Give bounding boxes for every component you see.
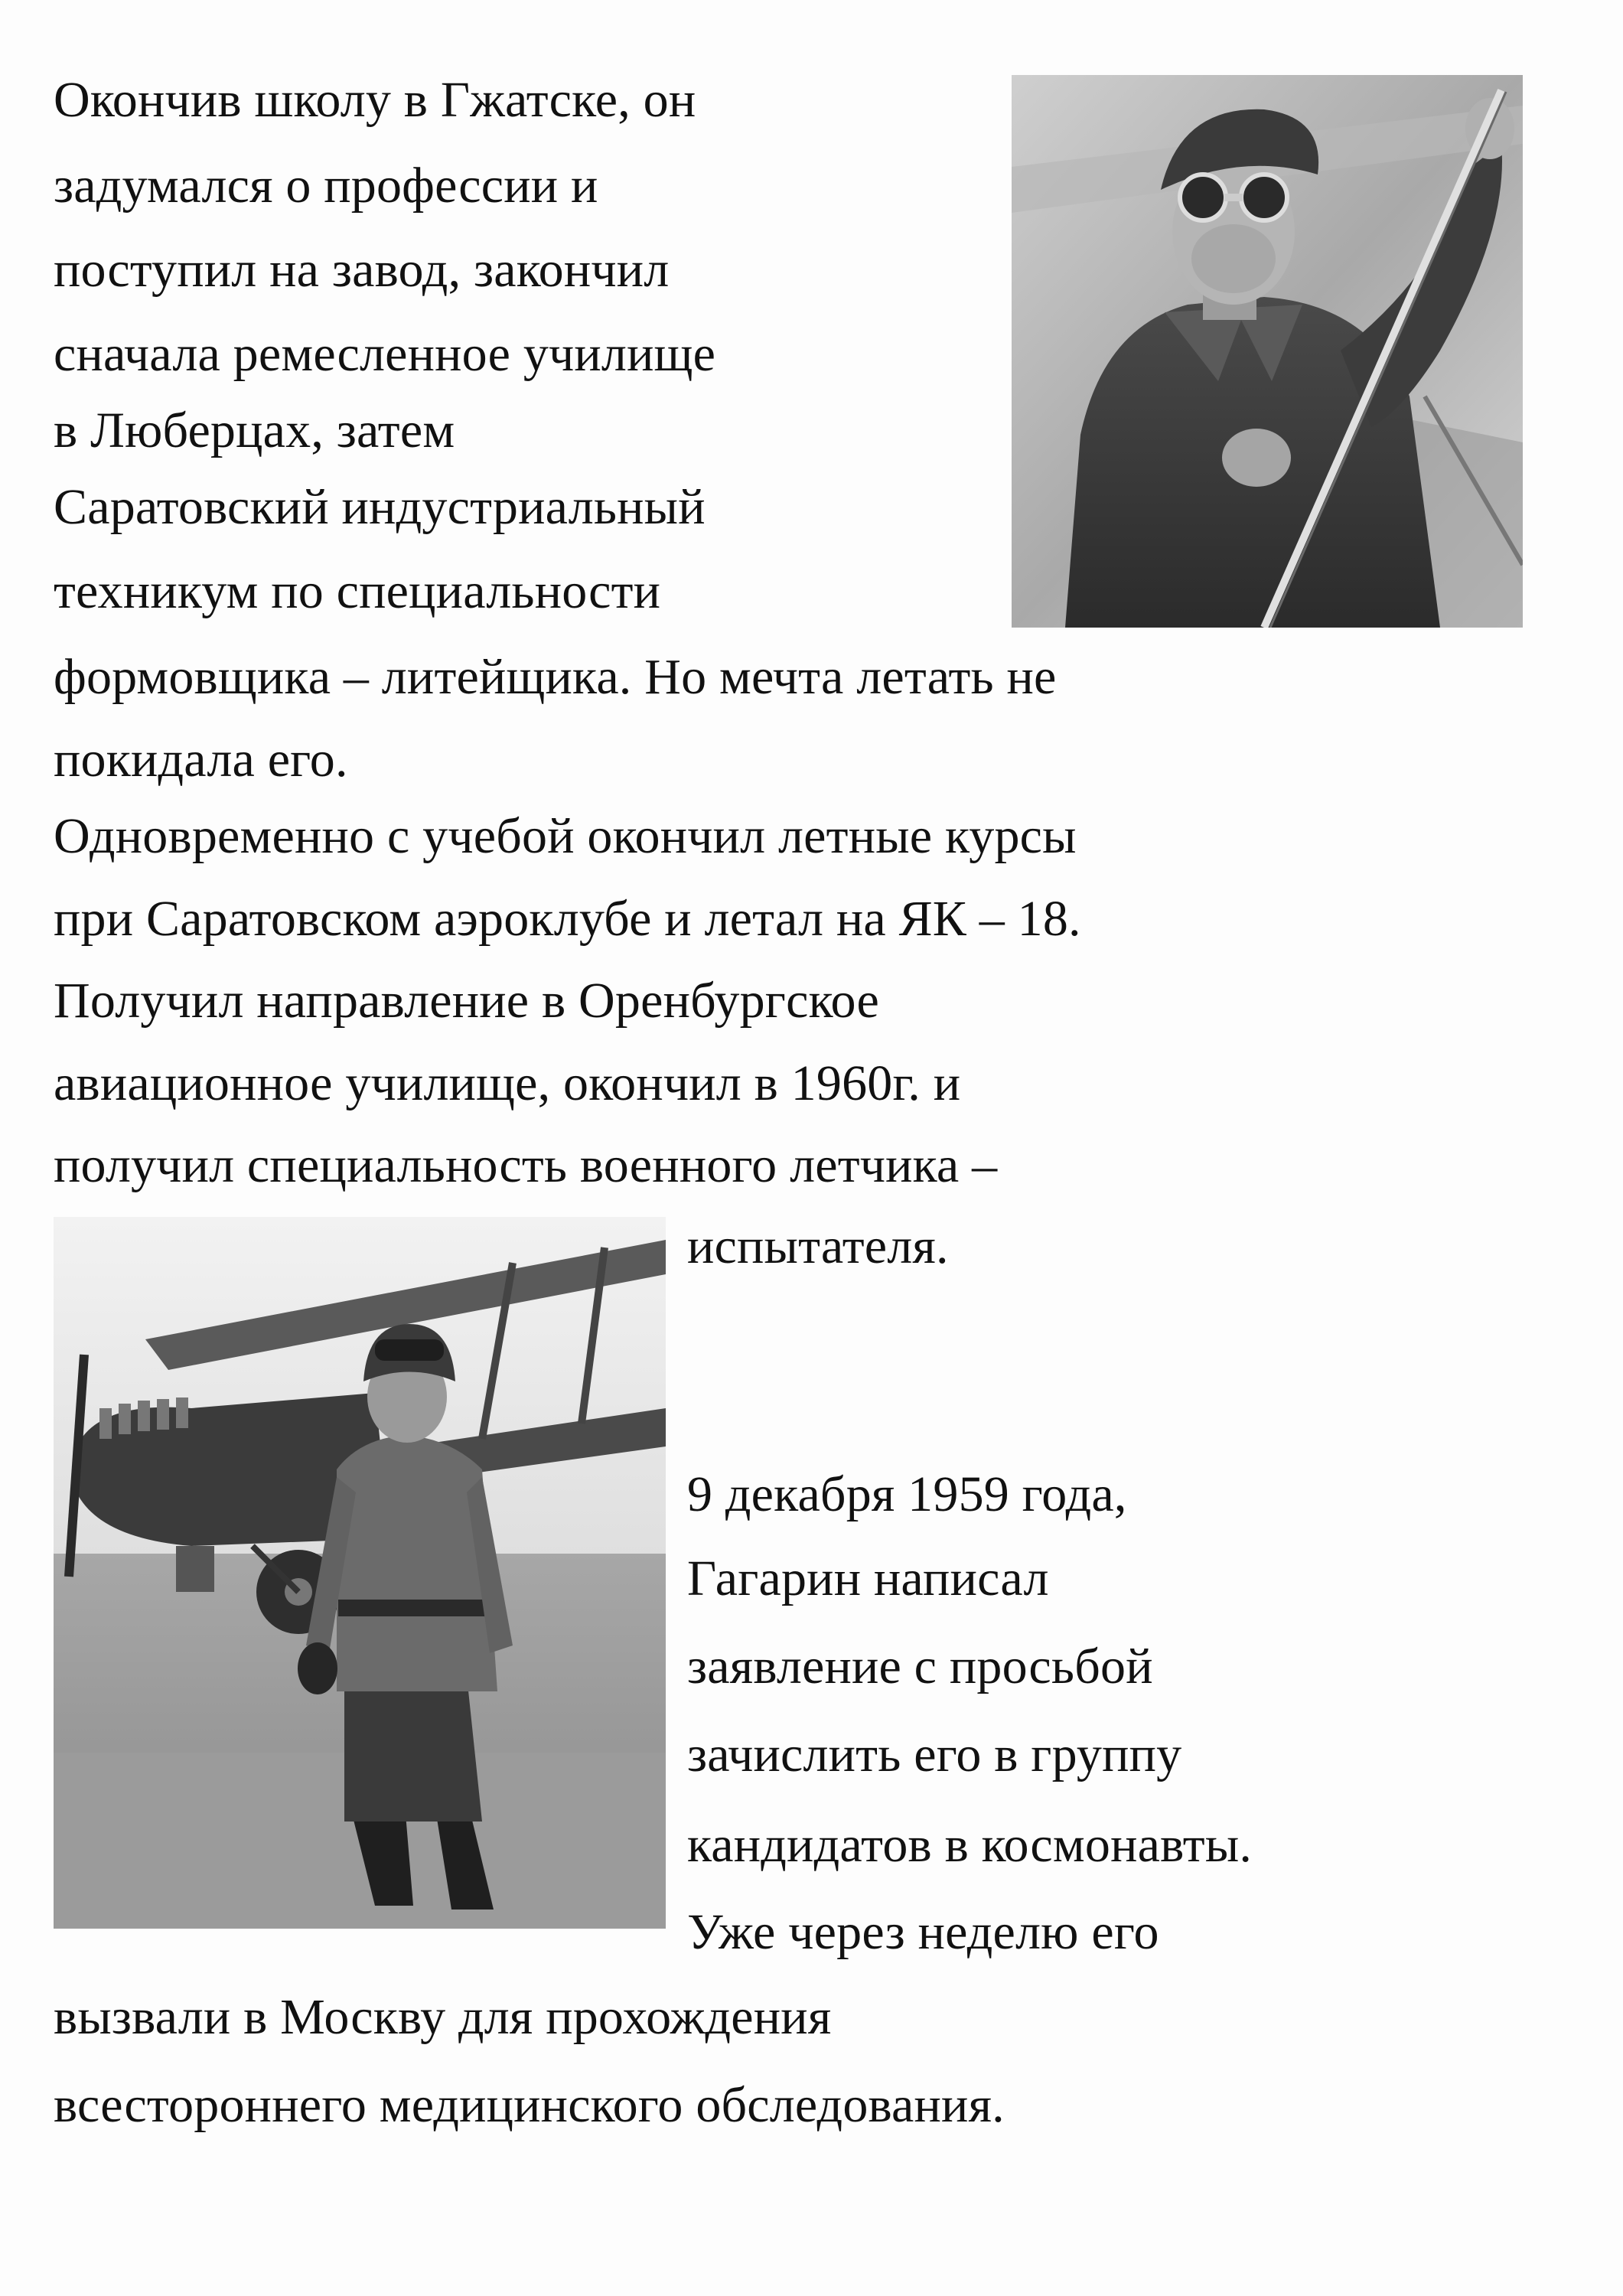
text-line: поступил на завод, закончил [54, 242, 670, 298]
text-line: кандидатов в космонавты. [687, 1817, 1253, 1873]
text-line: задумался о профессии и [54, 158, 598, 214]
text-line: Одновременно с учебой окончил летные курсы [54, 808, 1077, 864]
text-line: Окончив школу в Гжатске, он [54, 72, 696, 128]
text-line: авиационное училище, окончил в 1960г. и [54, 1055, 961, 1111]
text-line: вызвали в Москву для прохождения [54, 1989, 832, 2045]
text-line: формовщика – литейщика. Но мечта летать не [54, 649, 1057, 705]
text-line: Саратовский индустриальный [54, 479, 706, 535]
text-line: сначала ремесленное училище [54, 326, 716, 382]
text-line: покидала его. [54, 732, 348, 788]
text-line: получил специальность военного летчика – [54, 1137, 998, 1193]
text-line: 9 декабря 1959 года, [687, 1466, 1127, 1522]
photo-young-worker [1012, 75, 1523, 628]
text-line: Гагарин написал [687, 1551, 1049, 1606]
text-line: в Люберцах, затем [54, 403, 455, 458]
text-line: испытателя. [687, 1218, 949, 1274]
text-line: заявление с просьбой [687, 1639, 1153, 1694]
text-line: при Саратовском аэроклубе и летал на ЯК – 18. [54, 891, 1081, 947]
text-line: Получил направление в Оренбургское [54, 973, 879, 1029]
photo-pilot-biplane [54, 1217, 666, 1929]
text-line: зачислить его в группу [687, 1727, 1182, 1782]
text-line: Уже через неделю его [687, 1904, 1159, 1960]
text-line: техникум по специальности [54, 563, 661, 619]
text-line: всестороннего медицинского обследования. [54, 2077, 1005, 2133]
